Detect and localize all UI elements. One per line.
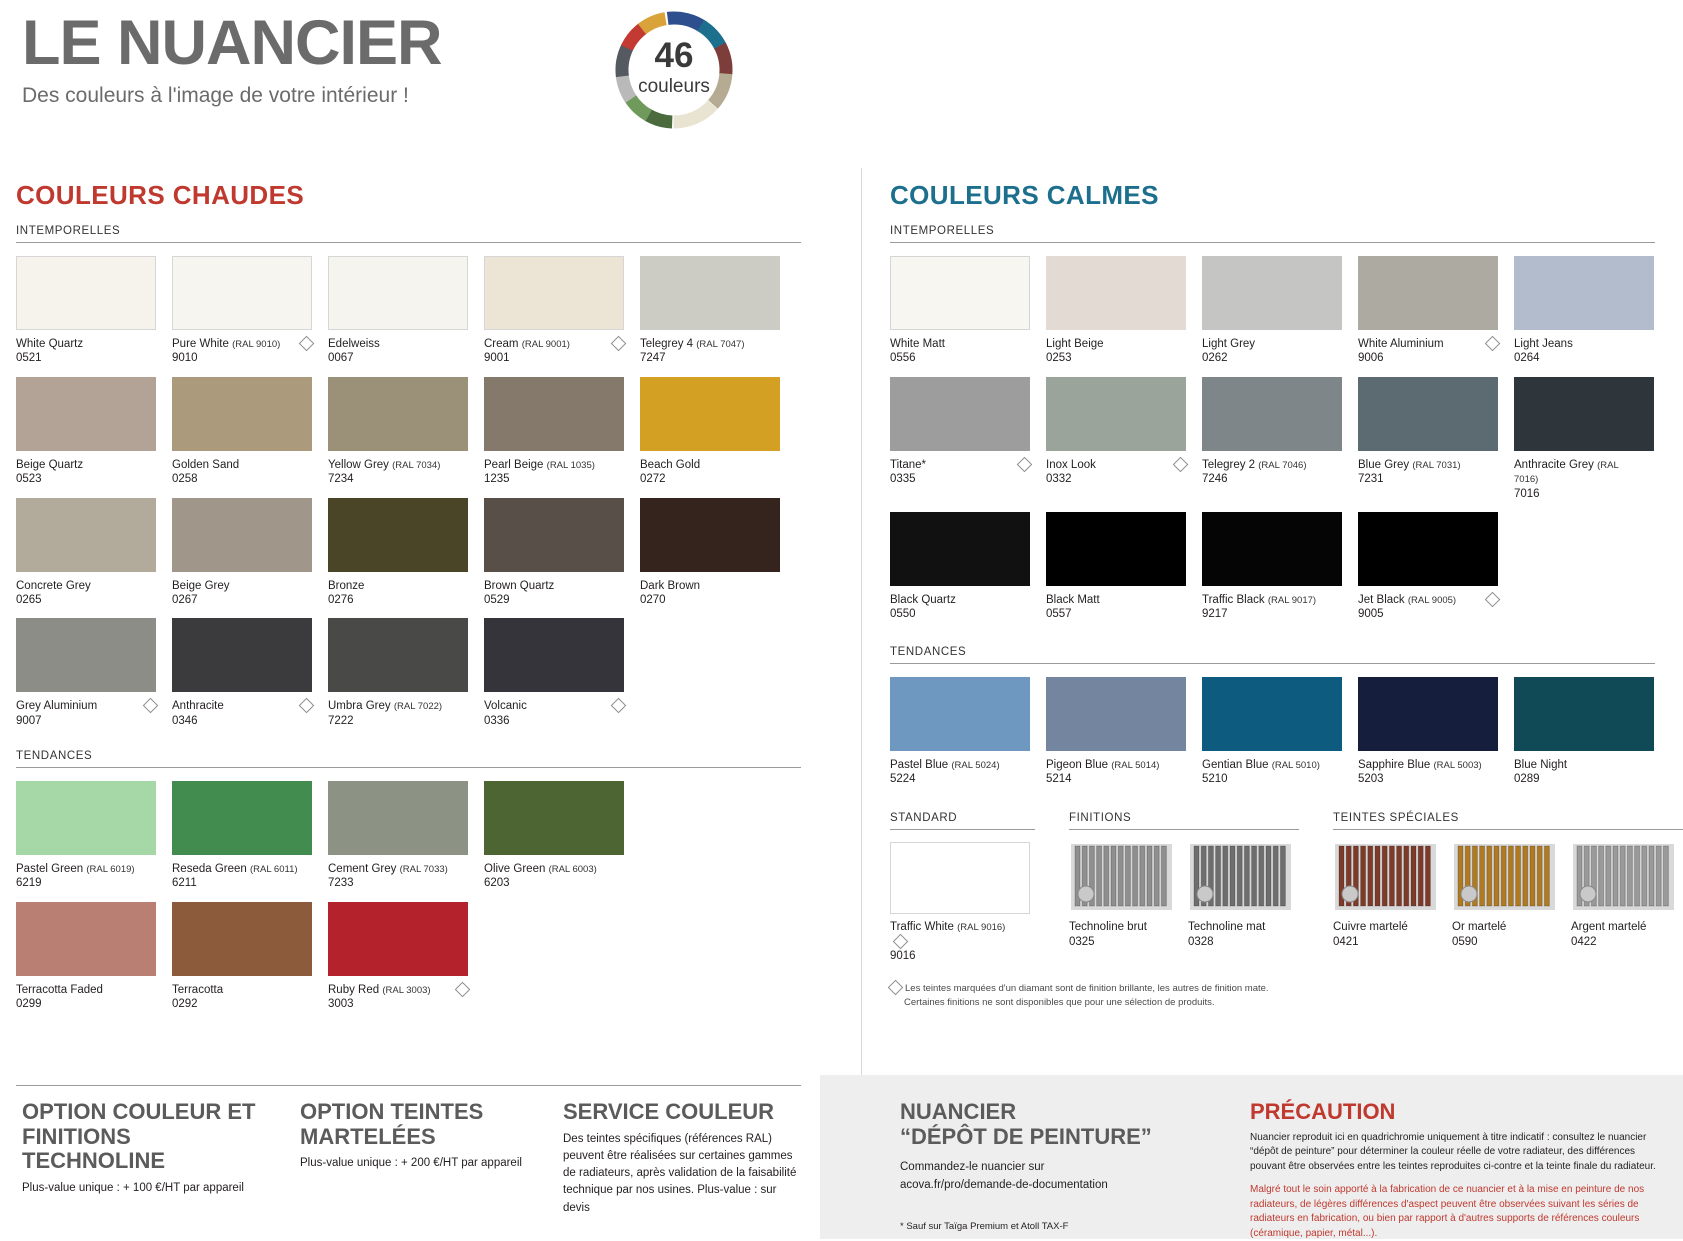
swatch-code: 7233 <box>328 877 354 890</box>
color-swatch[interactable] <box>1202 256 1342 366</box>
swatch-chip[interactable] <box>640 377 780 451</box>
swatch-code: 0258 <box>172 473 198 486</box>
color-swatch[interactable] <box>328 902 468 1012</box>
nuancier-note: * Sauf sur Taïga Premium et Atoll TAX-F <box>900 1220 1069 1232</box>
page-title: LE NUANCIER <box>22 8 442 78</box>
color-swatch[interactable] <box>484 498 624 608</box>
calm-colors-column <box>890 180 1670 1010</box>
swatch-name: Volcanic <box>484 699 624 713</box>
swatch-code: 9217 <box>1202 608 1228 621</box>
color-swatch[interactable] <box>1202 677 1342 787</box>
swatch-name: Jet Black (RAL 9005) <box>1358 593 1498 607</box>
swatch-code: 7222 <box>328 714 354 727</box>
gloss-diamond-icon <box>611 336 627 352</box>
swatch-chip[interactable] <box>484 618 624 692</box>
swatch-name: Cement Grey (RAL 7033) <box>328 863 448 875</box>
gloss-diamond-icon <box>299 698 315 714</box>
warm-trends-swatches <box>16 781 816 1012</box>
finish-code: 0328 <box>1188 935 1214 948</box>
finitions-items <box>1069 842 1299 949</box>
swatch-code: 7234 <box>328 473 354 486</box>
calm-timeless-swatches <box>890 256 1670 622</box>
precaution-block <box>1250 1100 1660 1241</box>
calm-trends-swatches <box>890 677 1670 787</box>
swatch-code: 7016 <box>1514 487 1540 500</box>
standard-header: STANDARD <box>890 812 1035 830</box>
swatch-chip[interactable] <box>1514 377 1654 451</box>
swatch-code: 0523 <box>16 473 42 486</box>
swatch-code: 0276 <box>328 593 354 606</box>
swatch-name: Black Quartz <box>890 593 956 606</box>
swatch-code: 0262 <box>1202 352 1228 365</box>
warm-colors-title: COULEURS CHAUDES <box>16 180 305 210</box>
swatch-chip[interactable] <box>890 677 1030 751</box>
swatch-chip[interactable] <box>484 498 624 572</box>
finish-name: Technoline brut <box>1069 921 1147 934</box>
swatch-code: 7231 <box>1358 473 1384 486</box>
swatch-name: Terracotta Faded <box>16 983 103 996</box>
swatch-name: Sapphire Blue (RAL 5003) <box>1358 758 1482 771</box>
gloss-diamond-icon <box>611 698 627 714</box>
swatch-code: 9007 <box>16 714 42 727</box>
swatch-code: 0550 <box>890 608 916 621</box>
swatch-chip[interactable] <box>484 256 624 330</box>
swatch-name: Light Beige <box>1046 338 1104 350</box>
swatch-chip[interactable] <box>172 902 312 976</box>
color-swatch[interactable] <box>16 902 156 1012</box>
finishes-section <box>890 812 1670 963</box>
swatch-name: Pastel Blue (RAL 5024) <box>890 758 1000 771</box>
standard-name: Traffic White (RAL 9016) <box>890 920 1030 949</box>
swatch-row <box>890 512 1670 622</box>
swatch-name: Blue Grey (RAL 7031) <box>1358 458 1461 471</box>
color-swatch[interactable] <box>1514 677 1654 787</box>
standard-chip <box>890 842 1030 914</box>
color-wheel-logo <box>600 4 748 136</box>
swatch-chip[interactable] <box>1202 512 1342 586</box>
swatch-code: 6219 <box>16 877 42 890</box>
swatch-code: 9005 <box>1358 608 1384 621</box>
precaution-text: Nuancier reproduit ici en quadrichromie uniquement à titre indicatif : consultez le nuancier “dépôt de peinture” pour déterminer la couleur réelle de votre radiateur, des différences pouvant être observées entre les teintes reproduites ci-contre et la teinte finale du radiateur. <box>1250 1131 1656 1172</box>
warm-colors-column <box>16 180 816 1023</box>
swatch-name: Telegrey 2 (RAL 7046) <box>1202 458 1307 471</box>
color-swatch[interactable] <box>328 377 468 487</box>
swatch-code: 0521 <box>16 352 42 365</box>
color-swatch[interactable] <box>1202 377 1342 501</box>
swatch-code: 6211 <box>172 877 197 890</box>
swatch-row <box>16 256 816 366</box>
swatch-code: 5224 <box>890 773 916 785</box>
swatch-code: 5210 <box>1202 773 1228 785</box>
swatch-row <box>16 618 816 728</box>
swatch-code: 6203 <box>484 877 510 890</box>
finish-swatch[interactable] <box>1333 842 1438 949</box>
color-swatch[interactable] <box>1046 512 1186 622</box>
swatch-name: Gentian Blue (RAL 5010) <box>1202 758 1320 771</box>
swatch-code: 0557 <box>1046 608 1072 621</box>
teintes-speciales-block <box>1333 812 1683 963</box>
swatch-name: Edelweiss <box>328 338 380 350</box>
swatch-name: Cream (RAL 9001) <box>484 337 624 351</box>
radiator-icon <box>1333 842 1438 914</box>
swatch-code: 0253 <box>1046 352 1072 365</box>
bottom-bar <box>0 1090 1683 1240</box>
swatch-chip[interactable] <box>16 618 156 692</box>
swatch-name: Inox Look <box>1046 458 1186 472</box>
teintes-items <box>1333 842 1683 949</box>
nuancier-depot-block <box>900 1100 1230 1234</box>
color-swatch[interactable] <box>1514 377 1654 501</box>
color-swatch[interactable] <box>484 618 624 728</box>
logo-word: couleurs <box>638 76 710 97</box>
option-couleur-text: Plus-value unique : + 100 €/HT par appareil <box>22 1181 244 1194</box>
swatch-name: Beach Gold <box>640 458 701 471</box>
color-swatch[interactable] <box>484 781 624 891</box>
swatch-code: 0289 <box>1514 773 1540 785</box>
swatch-chip[interactable] <box>1046 377 1186 451</box>
swatch-chip[interactable] <box>172 498 312 572</box>
swatch-chip[interactable] <box>1514 256 1654 330</box>
color-swatch[interactable] <box>484 377 624 487</box>
swatch-code: 0270 <box>640 593 666 606</box>
swatch-name: Brown Quartz <box>484 579 555 592</box>
swatch-name: Concrete Grey <box>16 579 91 592</box>
color-swatch[interactable] <box>1358 377 1498 501</box>
color-swatch[interactable] <box>16 256 156 366</box>
gloss-diamond-icon <box>888 980 904 996</box>
swatch-chip[interactable] <box>890 256 1030 330</box>
swatch-name: Umbra Grey (RAL 7022) <box>328 700 443 713</box>
swatch-code: 3003 <box>328 998 354 1011</box>
swatch-code: 0299 <box>16 998 42 1011</box>
color-swatch[interactable] <box>328 781 468 891</box>
swatch-code: 9001 <box>484 352 510 365</box>
color-swatch[interactable] <box>1358 677 1498 787</box>
color-swatch[interactable] <box>172 377 312 487</box>
gloss-diamond-icon <box>1173 456 1189 472</box>
option-teintes-title: OPTION TEINTES MARTELÉES <box>300 1099 484 1149</box>
swatch-code: 0336 <box>484 714 510 727</box>
calm-trends-header: TENDANCES <box>890 646 1655 664</box>
bottom-rule <box>16 1085 801 1086</box>
swatch-chip[interactable] <box>890 512 1030 586</box>
swatch-code: 0332 <box>1046 473 1072 486</box>
nuancier-title-line1: NUANCIER <box>900 1099 1017 1124</box>
swatch-chip[interactable] <box>640 498 780 572</box>
finish-name: Or martelé <box>1452 921 1507 934</box>
color-swatch[interactable] <box>328 256 468 366</box>
calm-timeless-header: INTEMPORELLES <box>890 225 1655 243</box>
color-swatch[interactable] <box>172 498 312 608</box>
swatch-name: Dark Brown <box>640 579 701 592</box>
swatch-chip[interactable] <box>172 781 312 855</box>
swatch-name: White Matt <box>890 338 945 350</box>
color-swatch[interactable] <box>640 498 780 608</box>
swatch-chip[interactable] <box>484 781 624 855</box>
color-swatch[interactable] <box>1358 512 1498 622</box>
swatch-row <box>16 377 816 487</box>
swatch-chip[interactable] <box>1202 377 1342 451</box>
swatch-chip[interactable] <box>890 377 1030 451</box>
option-couleur-block <box>22 1100 277 1197</box>
finish-swatch[interactable] <box>1188 842 1293 949</box>
color-swatch[interactable] <box>16 377 156 487</box>
nuancier-link[interactable]: acova.fr/pro/demande-de-documentation <box>900 1178 1108 1191</box>
gloss-diamond-icon <box>1485 592 1501 608</box>
color-swatch[interactable] <box>484 256 624 366</box>
swatch-code: 0272 <box>640 473 666 486</box>
color-swatch[interactable] <box>172 781 312 891</box>
swatch-chip[interactable] <box>1358 377 1498 451</box>
swatch-code: 5203 <box>1358 773 1384 785</box>
finish-code: 0325 <box>1069 935 1095 948</box>
swatch-chip[interactable] <box>16 781 156 855</box>
swatch-code: 1235 <box>484 473 510 486</box>
color-swatch[interactable] <box>640 256 780 366</box>
swatch-code: 7246 <box>1202 473 1228 486</box>
swatch-row <box>890 377 1670 501</box>
service-couleur-block <box>563 1100 798 1217</box>
color-swatch[interactable] <box>890 512 1030 622</box>
radiator-icon <box>1188 842 1293 914</box>
swatch-name: Light Jeans <box>1514 338 1573 350</box>
swatch-name: Terracotta <box>172 983 224 996</box>
color-swatch[interactable] <box>16 618 156 728</box>
swatch-code: 7247 <box>640 352 666 365</box>
swatch-code: 0556 <box>890 352 916 365</box>
color-swatch[interactable] <box>1046 256 1186 366</box>
swatch-code: 0529 <box>484 593 510 606</box>
swatch-name: Golden Sand <box>172 458 240 471</box>
color-swatch[interactable] <box>1202 512 1342 622</box>
radiator-icon <box>1452 842 1557 914</box>
finish-code: 0421 <box>1333 935 1359 948</box>
color-swatch[interactable] <box>640 377 780 487</box>
service-couleur-text: Des teintes spécifiques (références RAL) peuvent être réalisées sur certaines gammes de radiateurs, après validation de la faisabilité technique par nos usines. Plus-value : sur devis <box>563 1132 797 1214</box>
color-swatch[interactable] <box>1514 256 1654 366</box>
teintes-header: TEINTES SPÉCIALES <box>1333 812 1683 830</box>
standard-code: 9016 <box>890 950 916 963</box>
swatch-name: Olive Green (RAL 6003) <box>484 863 597 875</box>
color-swatch[interactable] <box>890 677 1030 787</box>
service-couleur-title: SERVICE COULEUR <box>563 1099 775 1124</box>
swatch-chip[interactable] <box>328 256 468 330</box>
swatch-chip[interactable] <box>1514 677 1654 751</box>
radiator-icon <box>1571 842 1676 914</box>
swatch-code: 0267 <box>172 593 198 606</box>
color-swatch[interactable] <box>172 902 312 1012</box>
swatch-name: Anthracite Grey (RAL 7016) <box>1514 458 1619 486</box>
swatch-chip[interactable] <box>328 498 468 572</box>
swatch-name: White Aluminium <box>1358 337 1498 351</box>
swatch-chip[interactable] <box>1358 512 1498 586</box>
swatch-row <box>890 677 1670 787</box>
gloss-diamond-icon <box>143 698 159 714</box>
gloss-diamond-icon <box>1485 336 1501 352</box>
color-swatch[interactable] <box>890 256 1030 366</box>
radiator-icon <box>1069 842 1174 914</box>
swatch-code: 9010 <box>172 352 198 365</box>
color-swatch[interactable] <box>328 498 468 608</box>
finish-swatch[interactable] <box>1452 842 1557 949</box>
swatch-chip[interactable] <box>1202 256 1342 330</box>
swatch-name: Pigeon Blue (RAL 5014) <box>1046 758 1160 771</box>
swatch-name: Traffic Black (RAL 9017) <box>1202 593 1317 606</box>
column-divider <box>861 168 862 1178</box>
swatch-name: Reseda Green (RAL 6011) <box>172 863 298 875</box>
swatch-row <box>16 498 816 608</box>
gloss-diamond-icon <box>455 981 471 997</box>
finish-code: 0422 <box>1571 935 1597 948</box>
swatch-code: 0067 <box>328 352 354 365</box>
option-teintes-text: Plus-value unique : + 200 €/HT par appareil <box>300 1157 522 1170</box>
swatch-chip[interactable] <box>16 256 156 330</box>
swatch-code: 9006 <box>1358 352 1384 365</box>
nuancier-text1: Commandez-le nuancier sur <box>900 1161 1045 1174</box>
swatch-name: Pure White (RAL 9010) <box>172 337 312 351</box>
swatch-code: 5214 <box>1046 773 1072 785</box>
calm-colors-title: COULEURS CALMES <box>890 180 1159 210</box>
standard-swatch <box>890 842 1030 963</box>
nuancier-title-line2: “DÉPÔT DE PEINTURE” <box>900 1123 1152 1149</box>
swatch-chip[interactable] <box>1202 677 1342 751</box>
swatch-chip[interactable] <box>1046 512 1186 586</box>
finish-swatch[interactable] <box>1571 842 1676 949</box>
swatch-chip[interactable] <box>640 256 780 330</box>
color-swatch[interactable] <box>328 618 468 728</box>
warm-timeless-header: INTEMPORELLES <box>16 225 801 243</box>
swatch-name: Anthracite <box>172 699 312 713</box>
swatch-chip[interactable] <box>1046 256 1186 330</box>
gloss-diamond-icon <box>1017 456 1033 472</box>
logo-number: 46 <box>654 36 694 75</box>
swatch-chip[interactable] <box>172 618 312 692</box>
precaution-title: PRÉCAUTION <box>1250 1099 1396 1124</box>
swatch-code: 0292 <box>172 998 198 1011</box>
standard-block <box>890 812 1035 963</box>
color-swatch[interactable] <box>172 256 312 366</box>
swatch-code: 0265 <box>16 593 42 606</box>
swatch-chip[interactable] <box>16 377 156 451</box>
color-swatch[interactable] <box>16 781 156 891</box>
finish-swatch[interactable] <box>1069 842 1174 949</box>
precaution-text-red: Malgré tout le soin apporté à la fabrication de ce nuancier et à la mise en peinture de nos radiateurs, de légères différences d'aspect peuvent être observées suivant les séries de radiateurs en fabrication, ou bien par rapport à d'autres supports de références couleurs (céramique, papier, métal...). <box>1250 1184 1645 1239</box>
swatch-code: 0335 <box>890 473 916 486</box>
color-swatch[interactable] <box>890 377 1030 501</box>
finitions-header: FINITIONS <box>1069 812 1299 830</box>
swatch-name: Pearl Beige (RAL 1035) <box>484 458 595 471</box>
swatch-name: Grey Aluminium <box>16 699 156 713</box>
swatch-chip[interactable] <box>328 618 468 692</box>
gloss-diamond-icon <box>893 934 909 950</box>
swatch-chip[interactable] <box>172 377 312 451</box>
option-teintes-block <box>300 1100 530 1173</box>
finitions-block <box>1069 812 1299 963</box>
color-swatch[interactable] <box>1046 677 1186 787</box>
swatch-name: Bronze <box>328 579 365 592</box>
swatch-name: Beige Quartz <box>16 458 84 471</box>
swatch-name: Ruby Red (RAL 3003) <box>328 983 468 997</box>
swatch-name: Blue Night <box>1514 758 1568 771</box>
swatch-code: 0264 <box>1514 352 1540 365</box>
swatch-chip[interactable] <box>16 498 156 572</box>
color-swatch[interactable] <box>1046 377 1186 501</box>
swatch-chip[interactable] <box>1358 677 1498 751</box>
swatch-chip[interactable] <box>328 377 468 451</box>
color-swatch[interactable] <box>1358 256 1498 366</box>
warm-trends-header: TENDANCES <box>16 750 801 768</box>
swatch-code: 0346 <box>172 714 198 727</box>
swatch-name: White Quartz <box>16 338 84 350</box>
color-swatch[interactable] <box>172 618 312 728</box>
swatch-chip[interactable] <box>328 902 468 976</box>
swatch-row <box>16 781 816 891</box>
swatch-row <box>16 902 816 1012</box>
swatch-name: Black Matt <box>1046 593 1100 606</box>
swatch-name: Yellow Grey (RAL 7034) <box>328 458 441 471</box>
swatch-row <box>890 256 1670 366</box>
finish-name: Cuivre martelé <box>1333 921 1408 934</box>
swatch-chip[interactable] <box>172 256 312 330</box>
finish-name: Argent martelé <box>1571 921 1647 934</box>
swatch-name: Telegrey 4 (RAL 7047) <box>640 338 745 350</box>
finish-code: 0590 <box>1452 935 1478 948</box>
swatch-chip[interactable] <box>1046 677 1186 751</box>
finish-footnote: Les teintes marquées d'un diamant sont de finition brillante, les autres de finition mate. Certaines finitions ne sont disponibles que pour une sélection de produits. <box>890 982 1670 1011</box>
warm-timeless-swatches <box>16 256 816 728</box>
color-swatch[interactable] <box>16 498 156 608</box>
swatch-chip[interactable] <box>484 377 624 451</box>
swatch-name: Beige Grey <box>172 579 230 592</box>
finish-name: Technoline mat <box>1188 921 1266 934</box>
swatch-name: Light Grey <box>1202 338 1256 350</box>
option-couleur-title: OPTION COULEUR ET FINITIONS TECHNOLINE <box>22 1099 256 1174</box>
swatch-chip[interactable] <box>16 902 156 976</box>
swatch-name: Titane* <box>890 458 1030 472</box>
swatch-chip[interactable] <box>328 781 468 855</box>
swatch-chip[interactable] <box>1358 256 1498 330</box>
page-subtitle: Des couleurs à l'image de votre intérieur ! <box>22 84 409 108</box>
swatch-name: Pastel Green (RAL 6019) <box>16 863 135 875</box>
gloss-diamond-icon <box>299 336 315 352</box>
